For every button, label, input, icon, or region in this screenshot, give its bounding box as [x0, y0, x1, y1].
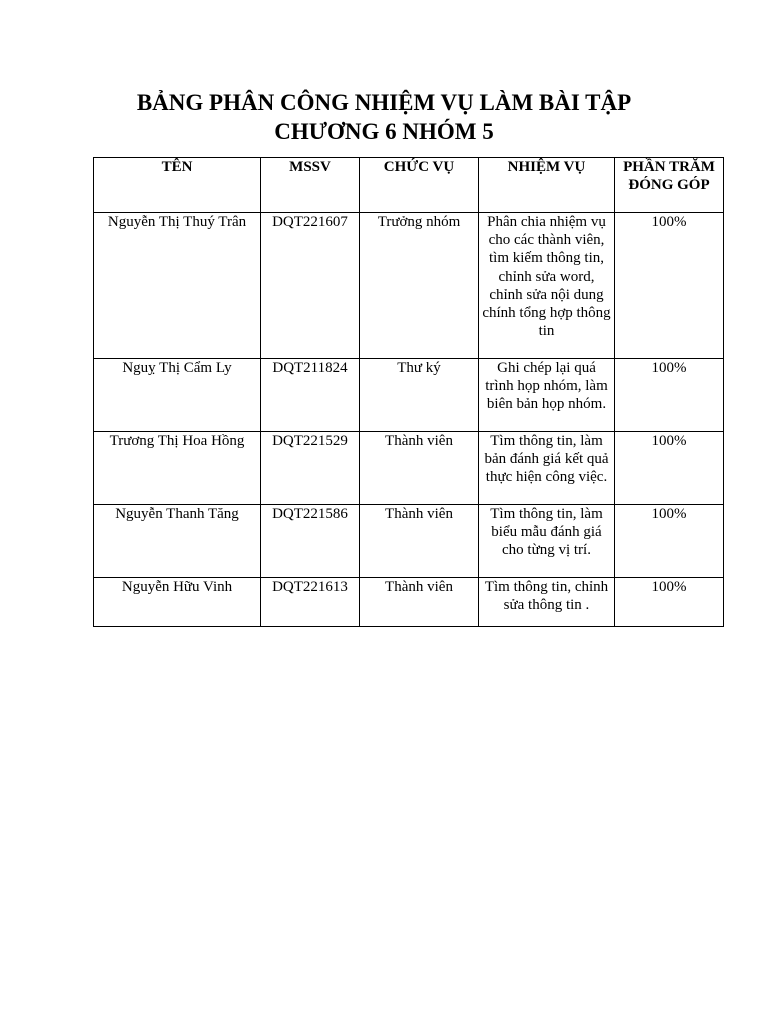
document-title-line-2: CHƯƠNG 6 NHÓM 5	[274, 119, 494, 144]
table-row	[94, 578, 724, 627]
cell-contribution-percent: 100%	[615, 578, 724, 627]
table-row	[94, 432, 724, 505]
header-position: CHỨC VỤ	[360, 158, 479, 213]
cell-student-id: DQT221529	[261, 432, 360, 505]
document-title-line-1: BẢNG PHÂN CÔNG NHIỆM VỤ LÀM BÀI TẬP	[136, 90, 632, 115]
cell-position: Trưởng nhóm	[360, 213, 479, 359]
assignment-table	[93, 157, 724, 627]
cell-name: Nguyễn Hữu Vinh	[94, 578, 261, 627]
cell-task: Ghi chép lại quá trình họp nhóm, làm biên bản họp nhóm.	[479, 359, 615, 432]
cell-student-id: DQT221586	[261, 505, 360, 578]
cell-position: Thành viên	[360, 505, 479, 578]
table-row	[94, 213, 724, 359]
header-task: NHIỆM VỤ	[479, 158, 615, 213]
cell-student-id: DQT221613	[261, 578, 360, 627]
table-header-row	[94, 158, 724, 213]
cell-contribution-percent: 100%	[615, 432, 724, 505]
cell-task: Phân chia nhiệm vụ cho các thành viên, tìm kiếm thông tin, chỉnh sửa word, chỉnh sửa nội dung chính tổng hợp thông tin	[479, 213, 615, 359]
cell-task: Tìm thông tin, làm bản đánh giá kết quả thực hiện công việc.	[479, 432, 615, 505]
cell-position: Thành viên	[360, 432, 479, 505]
cell-position: Thư ký	[360, 359, 479, 432]
header-contribution-percent: PHẦN TRĂM ĐÓNG GÓP	[615, 158, 724, 213]
cell-name: Nguỵ Thị Cẩm Ly	[94, 359, 261, 432]
header-student-id: MSSV	[261, 158, 360, 213]
cell-name: Nguyễn Thanh Tăng	[94, 505, 261, 578]
cell-contribution-percent: 100%	[615, 505, 724, 578]
cell-position: Thành viên	[360, 578, 479, 627]
cell-contribution-percent: 100%	[615, 359, 724, 432]
cell-name: Trương Thị Hoa Hồng	[94, 432, 261, 505]
cell-student-id: DQT221607	[261, 213, 360, 359]
cell-name: Nguyễn Thị Thuý Trân	[94, 213, 261, 359]
table-row	[94, 359, 724, 432]
cell-task: Tìm thông tin, chỉnh sửa thông tin .	[479, 578, 615, 627]
cell-student-id: DQT211824	[261, 359, 360, 432]
header-name: TÊN	[94, 158, 261, 213]
cell-contribution-percent: 100%	[615, 213, 724, 359]
cell-task: Tìm thông tin, làm biểu mẫu đánh giá cho từng vị trí.	[479, 505, 615, 578]
table-row	[94, 505, 724, 578]
